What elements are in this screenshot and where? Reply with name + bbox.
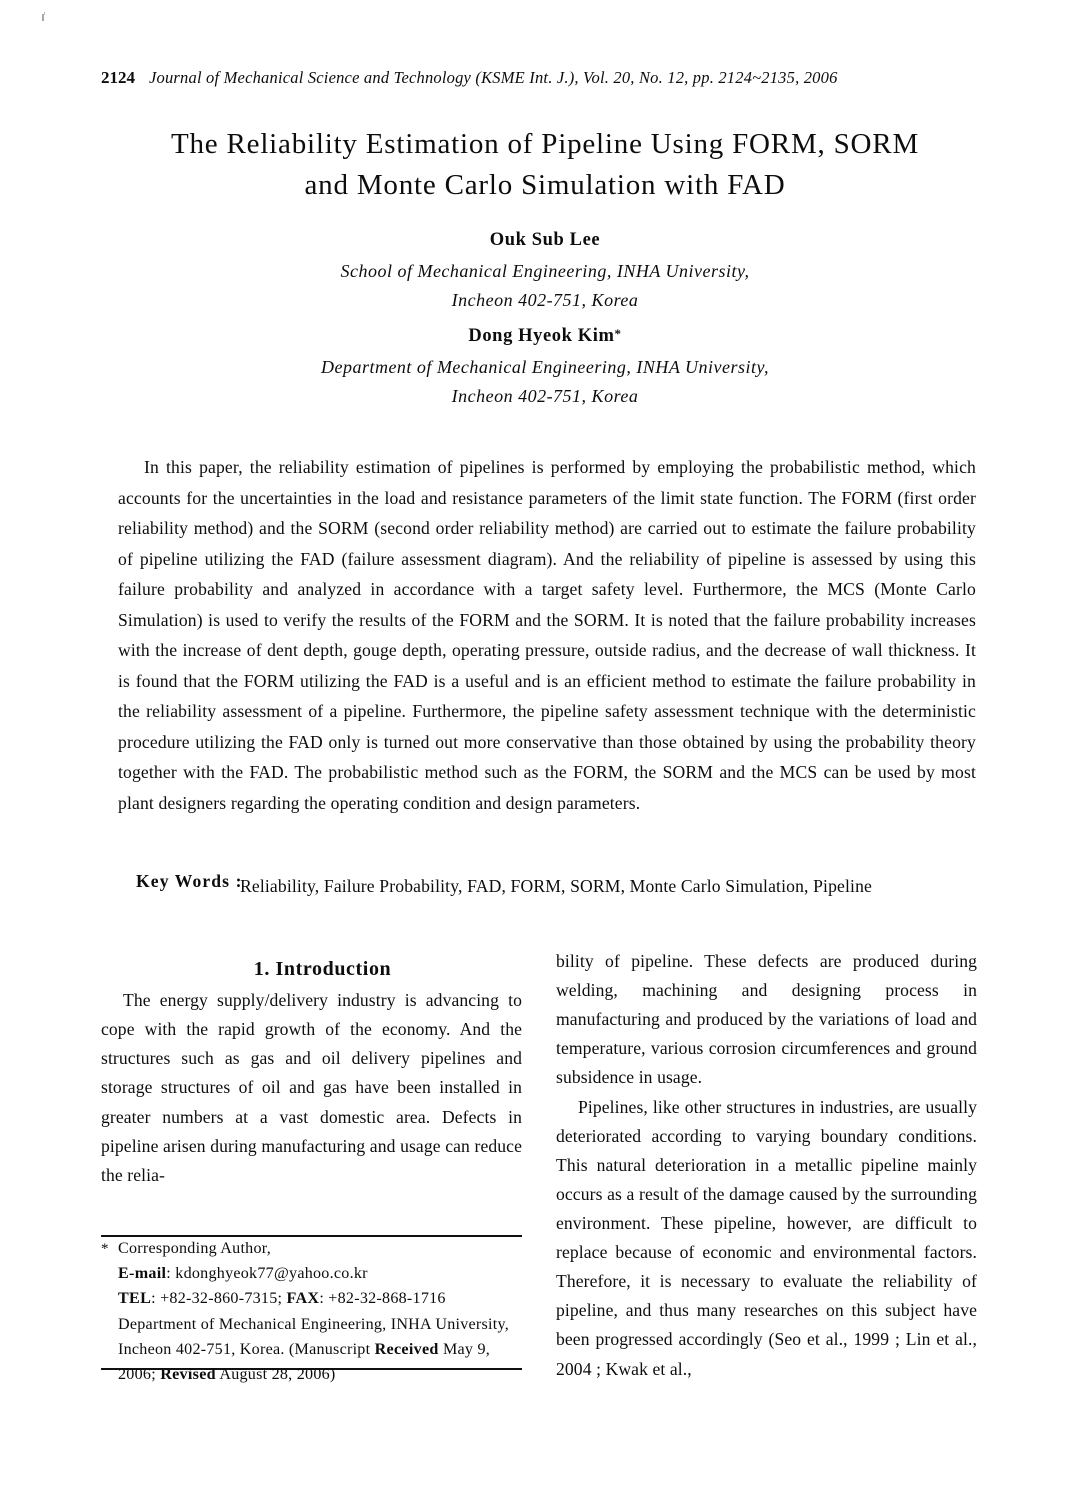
- footnote-received-label: Received: [374, 1340, 439, 1358]
- footnote-tel-value: : +82-32-860-7315;: [151, 1290, 283, 1308]
- author-affiliation-1-line-2: Incheon 402-751, Korea: [451, 289, 639, 310]
- author-name-2: Dong Hyeok Kim*: [468, 325, 622, 346]
- footnote-tel-label: TEL: [118, 1290, 152, 1308]
- footnote-tel-fax-line: [101, 1286, 522, 1311]
- page-title: [101, 124, 989, 206]
- keywords-label: Key Words :: [136, 871, 243, 891]
- author-block: [101, 226, 989, 411]
- title-line-1: The Reliability Estimation of Pipeline Using FORM, SORM: [170, 128, 920, 160]
- footnote-address-line: [101, 1312, 522, 1388]
- footnote-fax-value: : +82-32-868-1716: [319, 1290, 446, 1308]
- footnote-address: Department of Mechanical Engineering, INHA University, Incheon 402-751, Korea. (Manuscript: [118, 1315, 509, 1358]
- footnote-fax-label: FAX: [286, 1290, 320, 1308]
- author-affiliation-2-line-1: Department of Mechanical Engineering, INHA University,: [320, 356, 770, 377]
- left-column-paragraph-1: The energy supply/delivery industry is advancing to cope with the rapid growth of the economy. And the structures such as gas and oil delivery pipelines and storage structures of oil and gas have been installed in greater numbers at a vast domestic area. Defects in pipeline arisen during manufacturing and usage can reduce the relia-: [101, 990, 522, 1185]
- author-affiliation-2-line-2: Incheon 402-751, Korea: [451, 385, 639, 406]
- scan-speck-icon: [42, 14, 44, 21]
- body-column-right: [556, 947, 977, 1384]
- footnote-corresponding-author: Corresponding Author,: [118, 1240, 272, 1257]
- body-column-left: [101, 953, 522, 1190]
- author-affiliation-1-line-1: School of Mechanical Engineering, INHA University,: [340, 260, 750, 281]
- journal-citation-line: Journal of Mechanical Science and Technology (KSME Int. J.), Vol. 20, No. 12, pp. 2124~2135, 2006: [149, 68, 838, 87]
- footnote-email-line: [101, 1261, 522, 1286]
- footnote-email-value: : kdonghyeok77@yahoo.co.kr: [166, 1265, 368, 1283]
- footnote-received-value: May 9, 2006;: [118, 1340, 491, 1383]
- footnote-star-marker: *: [101, 1241, 109, 1257]
- page-folio: 2124: [101, 68, 135, 87]
- footnote-email-label: E-mail: [118, 1265, 167, 1283]
- footnote-revised-value: August 28, 2006): [215, 1365, 336, 1383]
- footnote-revised-label: Revised: [160, 1365, 216, 1383]
- right-column-paragraph-2: Pipelines, like other structures in industries, are usually deteriorated according to varying boundary conditions. This natural deterioration in a metallic pipeline mainly occurs as a result of the damage caused by the surrounding environment. These pipeline, however, are difficult to replace because of economic and environmental factors. Therefore, it is necessary to evaluate the reliability of pipeline, and thus many researches on this subject have been progressed accordingly (Seo et al., 1999 ; Lin et al., 2004 ; Kwak et al.,: [556, 1096, 977, 1379]
- title-line-2: and Monte Carlo Simulation with FAD: [304, 169, 786, 202]
- corresponding-author-marker: *: [614, 325, 622, 341]
- author-separator: [101, 315, 989, 322]
- right-column-paragraph-1: bility of pipeline. These defects are produced during welding, machining and designing process in manufacturing and produced by the variations of load and temperature, various corrosion circumferences and ground subsidence in usage.: [556, 951, 977, 1088]
- footnote-block: [101, 1236, 522, 1387]
- author-name-1: Ouk Sub Lee: [489, 230, 601, 250]
- keywords-list: Reliability, Failure Probability, FAD, FORM, SORM, Monte Carlo Simulation, Pipeline: [240, 875, 872, 896]
- abstract-text: In this paper, the reliability estimation of pipelines is performed by employing the probabilistic method, which accounts for the uncertainties in the load and resistance parameters of the limit state function. The FORM (first order reliability method) and the SORM (second order reliability method) are carried out to estimate the failure probability of pipeline utilizing the FAD (failure assessment diagram). And the reliability of pipeline is assessed by using this failure probability and analyzed in accordance with a target safety level. Furthermore, the MCS (Monte Carlo Simulation) is used to verify the results of the FORM and the SORM. It is noted that the failure probability increases with the increase of dent depth, gouge depth, operating pressure, outside radius, and the decrease of wall thickness. It is found that the FORM utilizing the FAD is a useful and is an efficient method to estimate the failure probability in the reliability assessment of a pipeline. Furthermore, the pipeline safety assessment technique with the deterministic procedure utilizing the FAD only is turned out more conservative than those obtained by using the probability theory together with the FAD. The probabilistic method such as the FORM, the SORM and the MCS can be used by most plant designers regarding the operating condition and design parameters.: [118, 457, 976, 813]
- keywords-section: [136, 866, 976, 901]
- abstract-section: [118, 452, 976, 818]
- running-head: [101, 68, 989, 88]
- section-heading-introduction: 1. Introduction: [253, 958, 392, 980]
- scan-speck-secondary-icon: [44, 12, 45, 15]
